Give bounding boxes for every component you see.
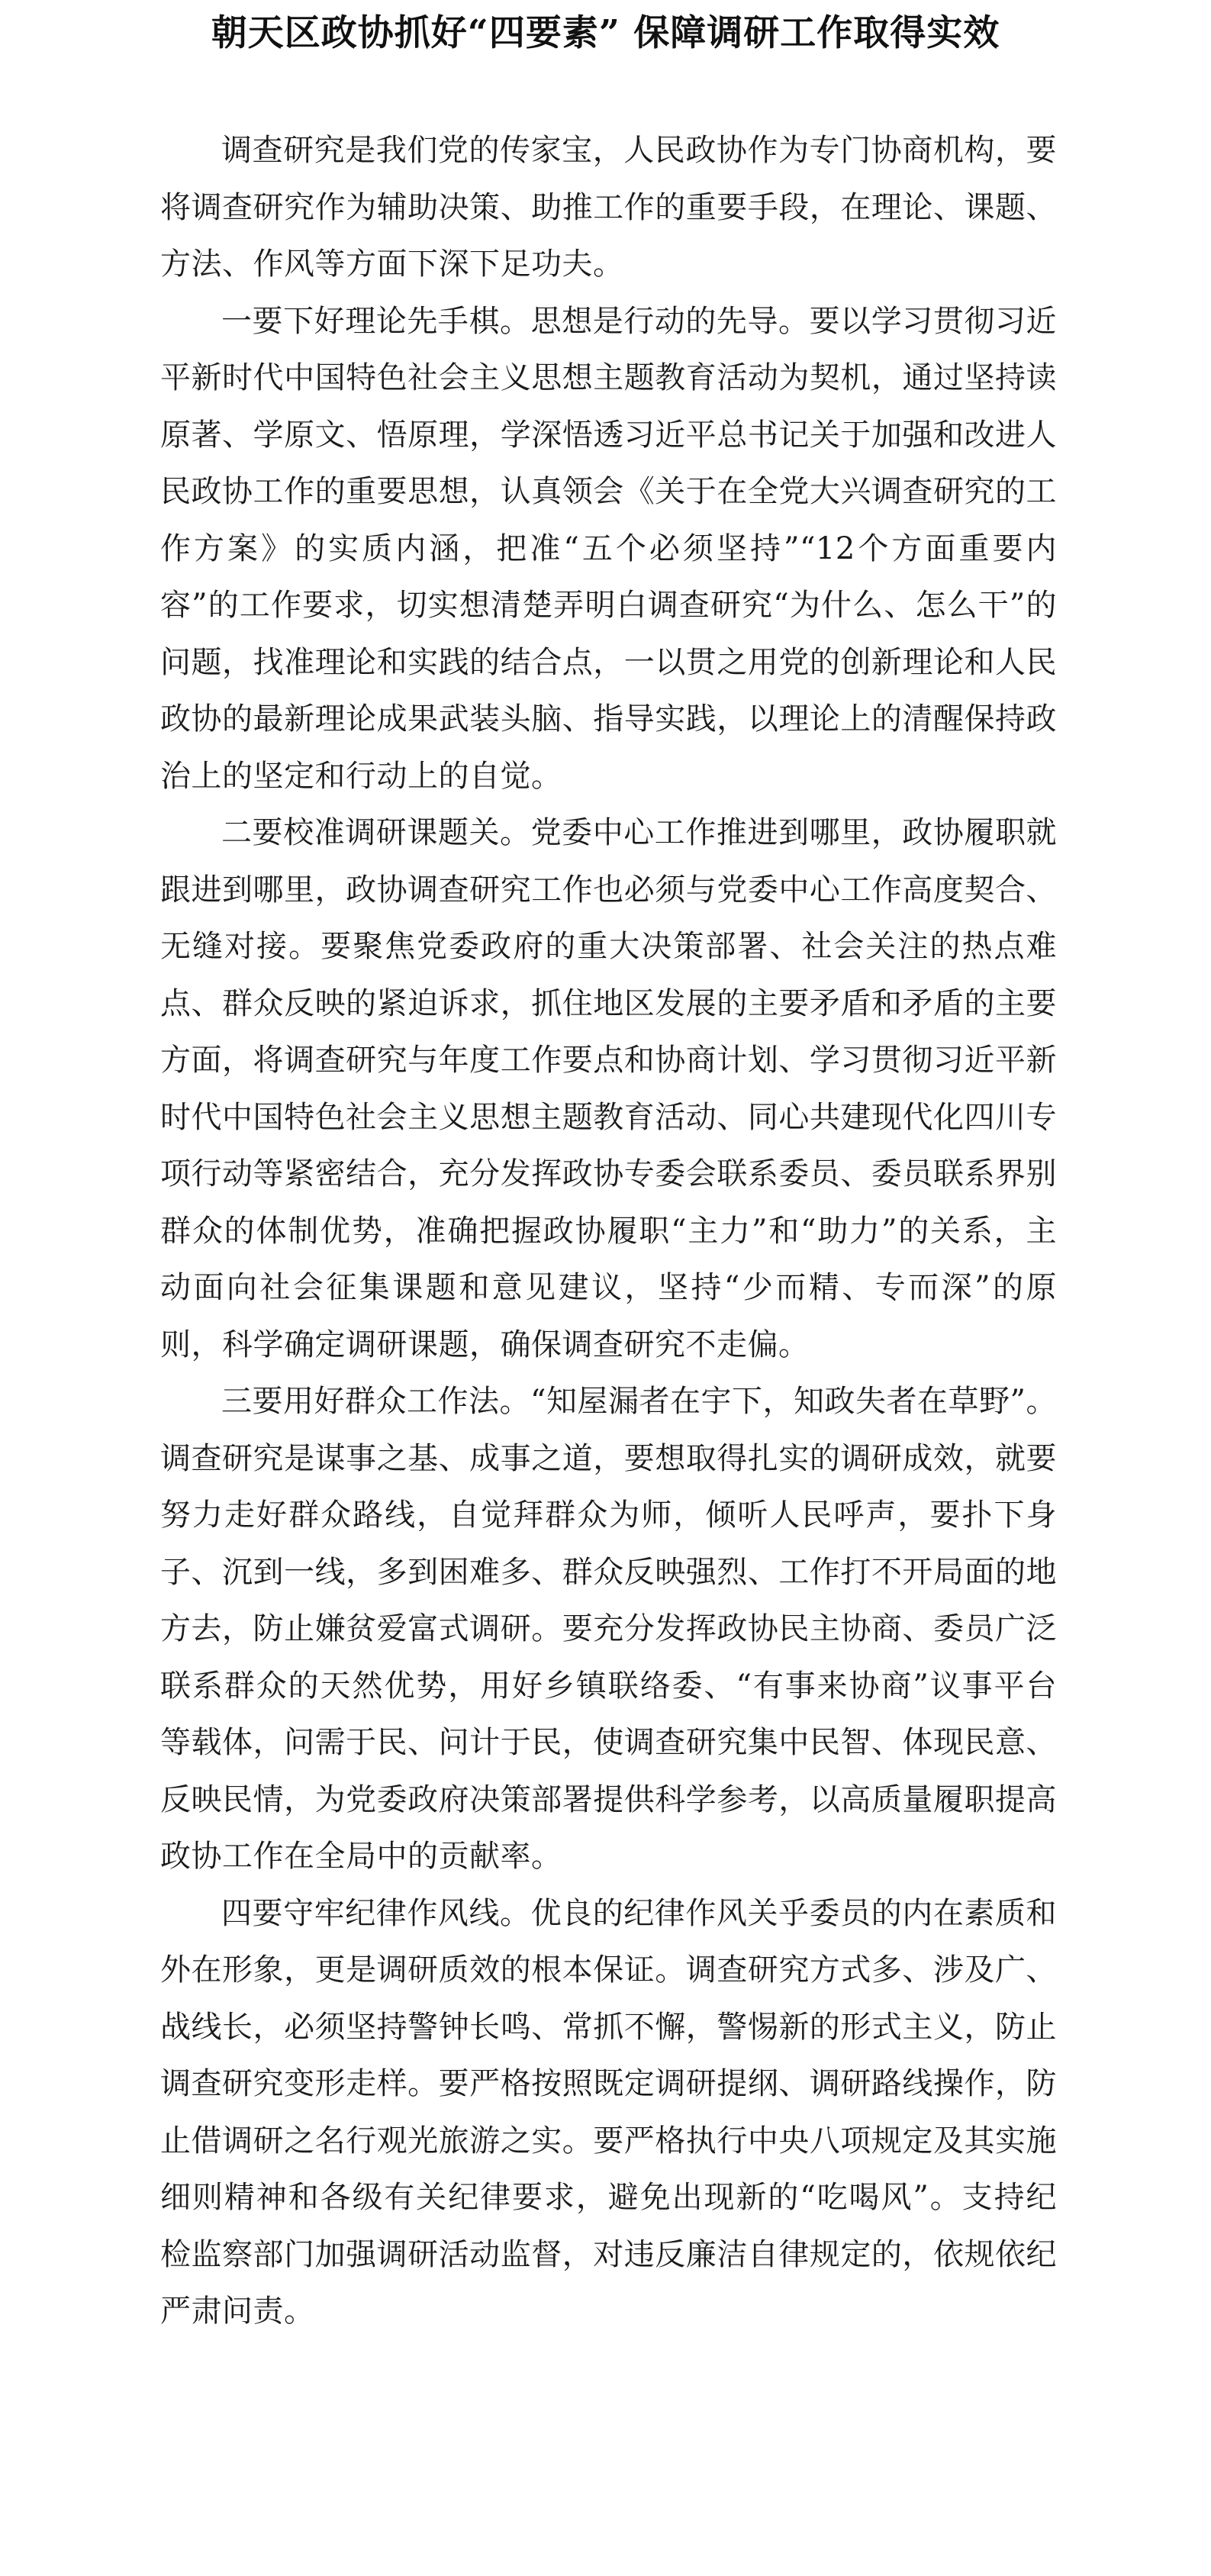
document-body xyxy=(160,122,1057,2340)
paragraph-theory: 一要下好理论先手棋。思想是行动的先导。要以学习贯彻习近平新时代中国特色社会主义思想主题教育活动为契机，通过坚持读原著、学原文、悟原理，学深悟透习近平总书记关于加强和改进人民政协工作的重要思想，认真领会《关于在全党大兴调查研究的工作方案》的实质内涵，把准“五个必须坚持”“12个方面重要内容”的工作要求，切实想清楚弄明白调查研究“为什么、怎么干”的问题，找准理论和实践的结合点，一以贯之用党的创新理论和人民政协的最新理论成果武装头脑、指导实践，以理论上的清醒保持政治上的坚定和行动上的自觉。 xyxy=(160,303,1057,794)
document-title: 朝天区政协抓好“四要素” 保障调研工作取得实效 xyxy=(211,12,1000,54)
paragraph-intro: 调查研究是我们党的传家宝，人民政协作为专门协商机构，要将调查研究作为辅助决策、助推工作的重要手段，在理论、课题、方法、作风等方面下深下足功夫。 xyxy=(160,133,1057,282)
paragraph-mass-work: 三要用好群众工作法。“知屋漏者在宇下，知政失者在草野”。调查研究是谋事之基、成事之道，要想取得扎实的调研成效，就要努力走好群众路线，自觉拜群众为师，倾听人民呼声，要扑下身子、沉到一线，多到困难多、群众反映强烈、工作打不开局面的地方去，防止嫌贫爱富式调研。要充分发挥政协民主协商、委员广泛联系群众的天然优势，用好乡镇联络委、“有事来协商”议事平台等载体，问需于民、问计于民，使调查研究集中民智、体现民意、反映民情，为党委政府决策部署提供科学参考，以高质量履职提高政协工作在全局中的贡献率。 xyxy=(160,1384,1057,1874)
paragraph-discipline: 四要守牢纪律作风线。优良的纪律作风关乎委员的内在素质和外在形象，更是调研质效的根本保证。调查研究方式多、涉及广、战线长，必须坚持警钟长鸣、常抓不懈，警惕新的形式主义，防止调查研究变形走样。要严格按照既定调研提纲、调研路线操作，防止借调研之名行观光旅游之实。要严格执行中央八项规定及其实施细则精神和各级有关纪律要求，避免出现新的“吃喝风”。支持纪检监察部门加强调研活动监督，对违反廉洁自律规定的，依规依纪严肃问责。 xyxy=(160,1895,1057,2329)
paragraph-topics: 二要校准调研课题关。党委中心工作推进到哪里，政协履职就跟进到哪里，政协调查研究工作也必须与党委中心工作高度契合、无缝对接。要聚焦党委政府的重大决策部署、社会关注的热点难点、群众反映的紧迫诉求，抓住地区发展的主要矛盾和矛盾的主要方面，将调查研究与年度工作要点和协商计划、学习贯彻习近平新时代中国特色社会主义思想主题教育活动、同心共建现代化四川专项行动等紧密结合，充分发挥政协专委会联系委员、委员联系界别群众的体制优势，准确把握政协履职“主力”和“助力”的关系，主动面向社会征集课题和意见建议，坚持“少而精、专而深”的原则，科学确定调研课题，确保调查研究不走偏。 xyxy=(160,815,1057,1362)
